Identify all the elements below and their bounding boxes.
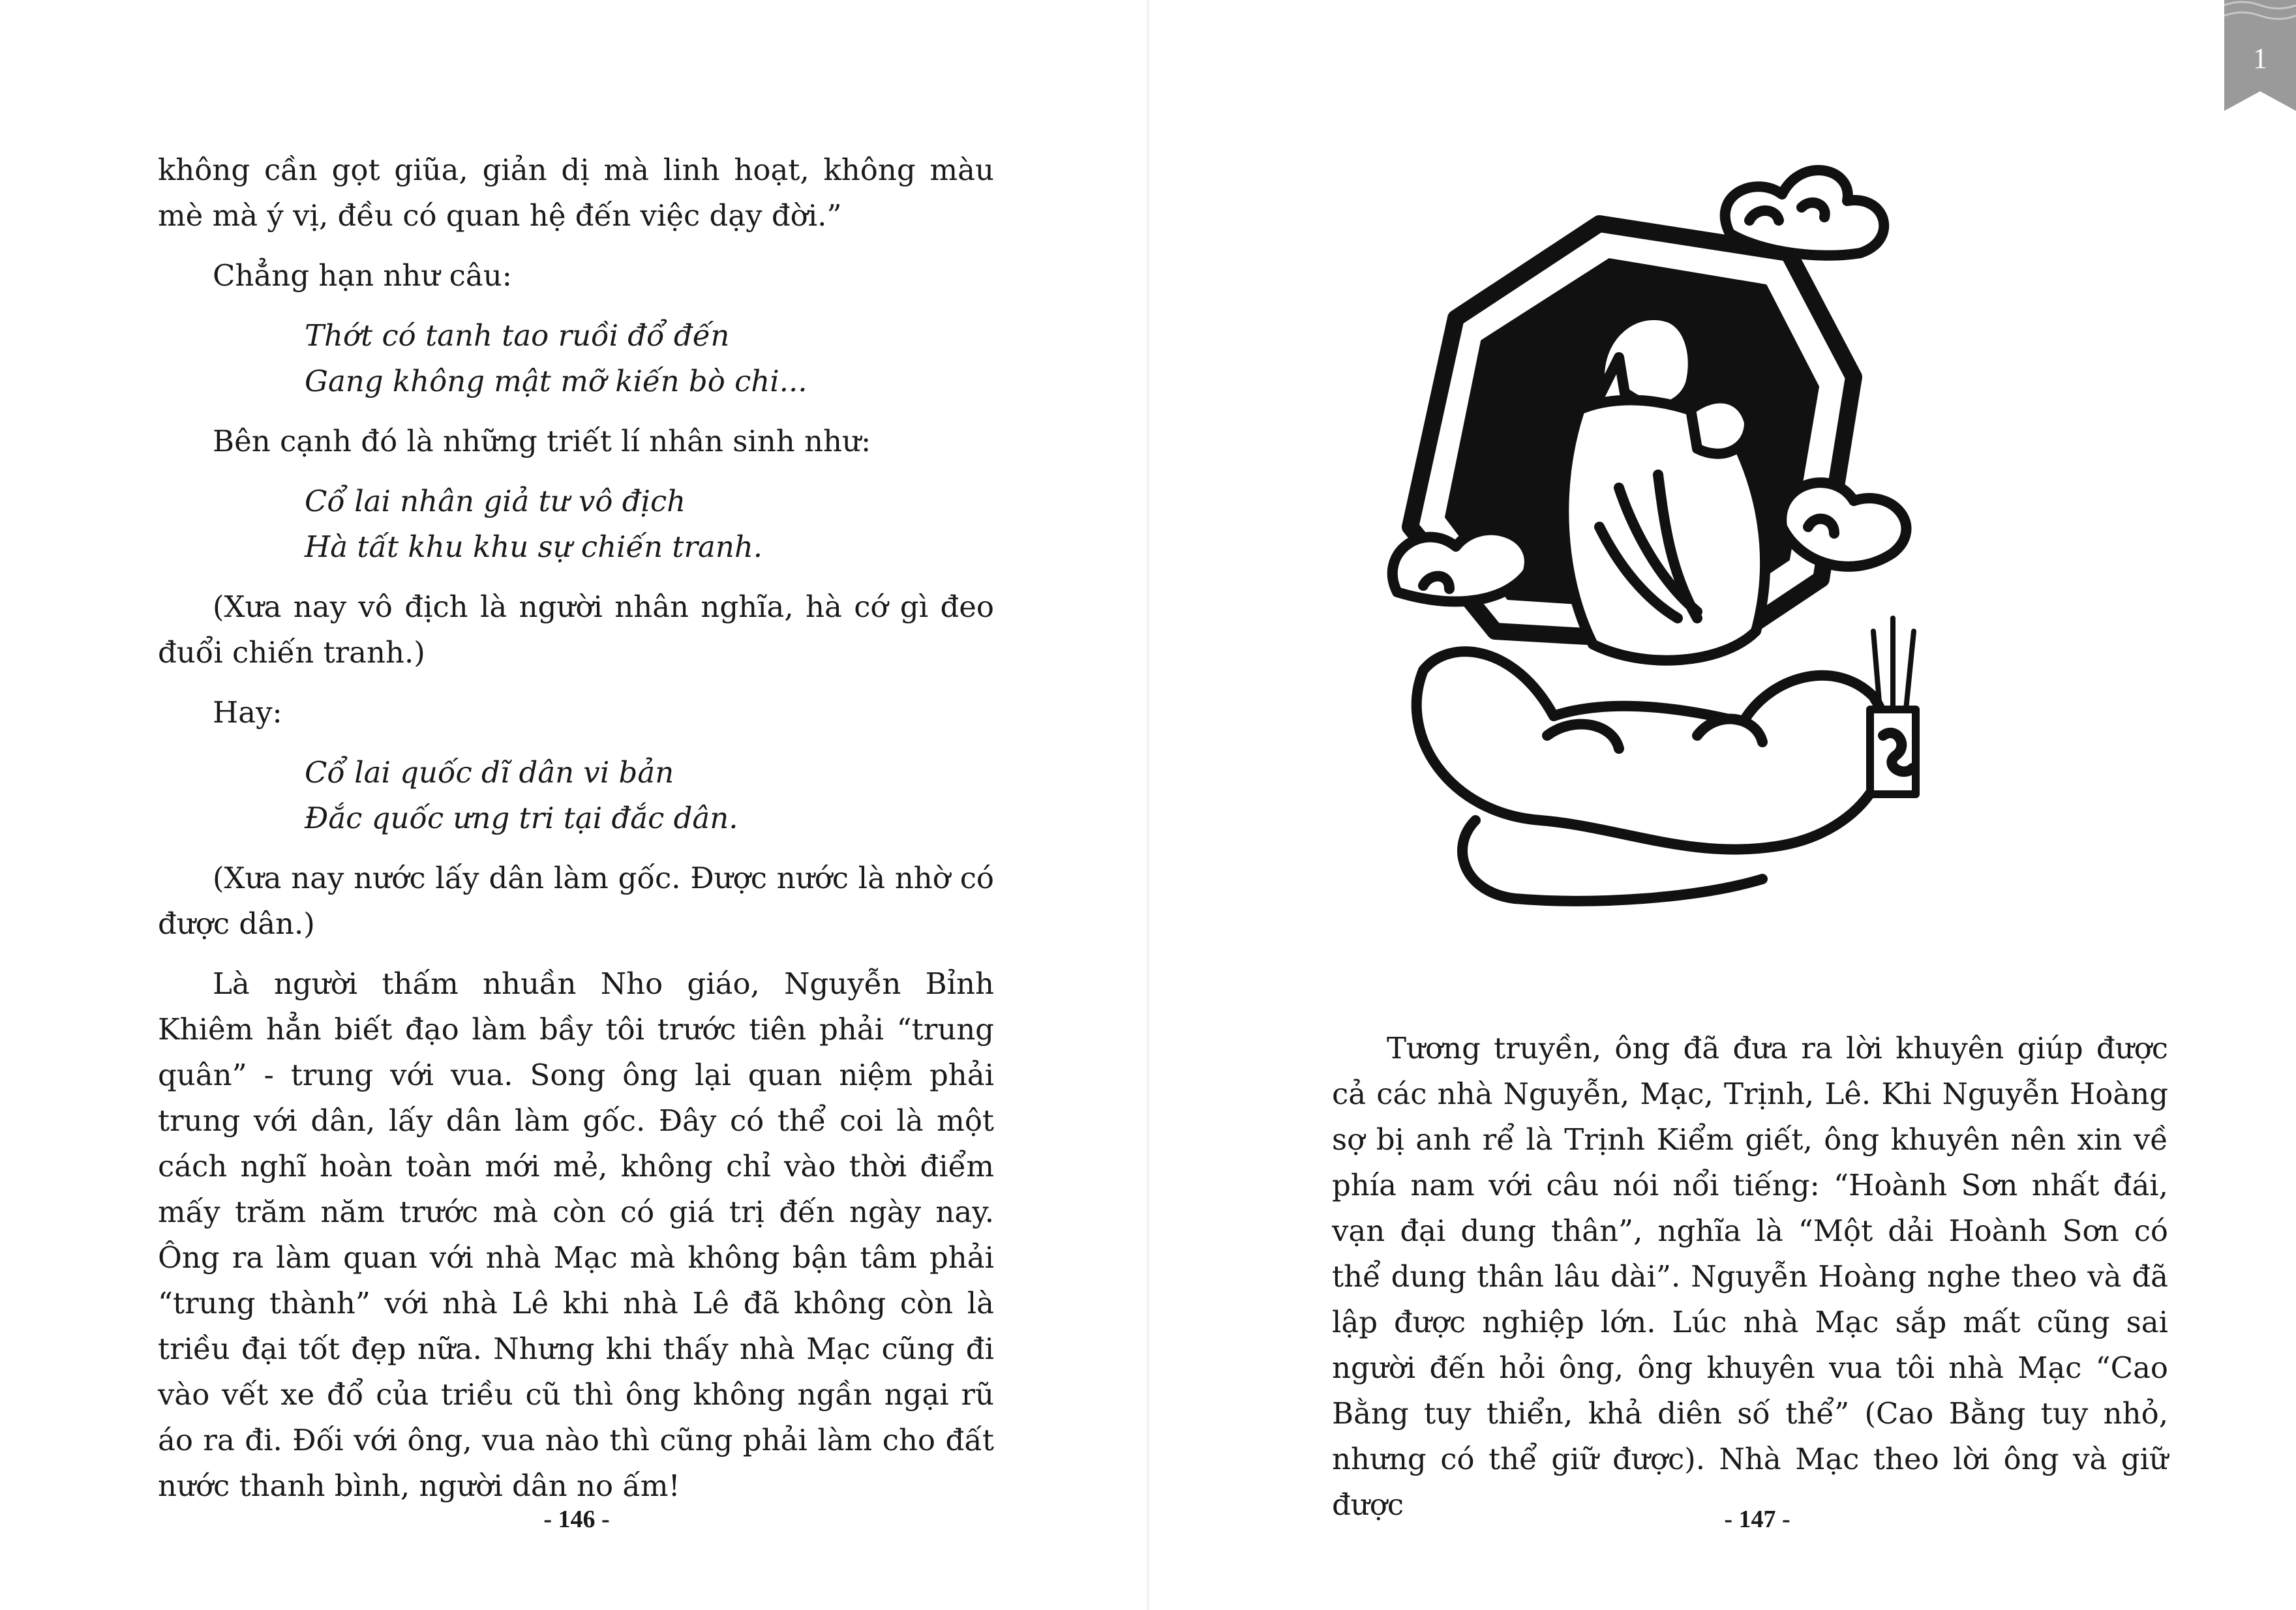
verse-line: Cổ lai quốc dĩ dân vi bản [305, 755, 674, 790]
verse-line: Gang không mật mỡ kiến bò chi... [305, 364, 808, 398]
incense-holder [1870, 618, 1916, 794]
cloud-top [1725, 170, 1884, 256]
chapter-number: 1 [2253, 42, 2267, 74]
cloud-bottom [1417, 651, 1888, 901]
right-page-text [1332, 1026, 2168, 1528]
paragraph: Hay: [213, 695, 282, 730]
page-number: - 146 - [543, 1506, 610, 1533]
paragraph: Bên cạnh đó là những triết lí nhân sinh như: [213, 424, 871, 458]
chapter-tab [2224, 0, 2296, 111]
paragraph: không cần gọt giũa, giản dị mà linh hoạt, không màu mè mà ý vị, đều có quan hệ đến việc dạy đời.” [158, 153, 994, 233]
cloud-left [1393, 530, 1530, 602]
verse-block [158, 313, 994, 404]
verse-line: Cổ lai nhân giả tư vô địch [305, 484, 686, 518]
paragraph: Chẳng hạn như câu: [213, 258, 512, 293]
cloud-right [1781, 483, 1906, 567]
paragraph: Tương truyền, ông đã đưa ra lời khuyên giúp được cả các nhà Nguyễn, Mạc, Trịnh, Lê. Khi Nguyễn Hoàng sợ bị anh rể là Trịnh Kiểm giết, ông khuyên nên xin về phía nam với câu nói nổi tiếng: “Hoành Sơn nhất đái, vạn đại dung thân”, nghĩa là “Một dải Hoành Sơn có thể dung thân lâu dài”. Nguyễn Hoàng nghe theo và đã lập được nghiệp lớn. Lúc nhà Mạc sắp mất cũng sai người đến hỏi ông, ông khuyên vua tôi nhà Mạc “Cao Bằng tuy thiển, khả diên số thể” (Cao Bằng tuy nhỏ, nhưng có thể giữ được). Nhà Mạc theo lời ông và giữ được [1332, 1031, 2168, 1522]
paragraph: (Xưa nay nước lấy dân làm gốc. Được nước là nhờ có được dân.) [158, 861, 994, 941]
page-number: - 147 - [1724, 1506, 1790, 1533]
paragraph: (Xưa nay vô địch là người nhân nghĩa, hà cớ gì đeo đuổi chiến tranh.) [158, 589, 994, 670]
left-page-text [158, 147, 994, 1509]
verse-line: Thớt có tanh tao ruồi đổ đến [305, 318, 730, 353]
verse-block [158, 750, 994, 841]
verse-line: Hà tất khu khu sự chiến tranh. [305, 529, 763, 564]
verse-line: Đắc quốc ưng tri tại đắc dân. [305, 801, 738, 835]
verse-block [158, 479, 994, 570]
sage-on-clouds-illustration [1384, 162, 1958, 919]
right-page [1148, 0, 2296, 1610]
paragraph: Là người thấm nhuần Nho giáo, Nguyễn Bỉnh Khiêm hẳn biết đạo làm bầy tôi trước tiên phải “trung quân” - trung với vua. Song ông lại quan niệm phải trung với dân, lấy dân làm gốc. Đây có thể coi là một cách nghĩ hoàn toàn mới mẻ, không chỉ vào thời điểm mấy trăm năm trước mà còn có giá trị đến ngày nay. Ông ra làm quan với nhà Mạc mà không bận tâm phải “trung thành” với nhà Lê khi nhà Lê đã không còn là triều đại tốt đẹp nữa. Nhưng khi thấy nhà Mạc cũng đi vào vết xe đổ của triều cũ thì ông không ngần ngại rũ áo ra đi. Đối với ông, vua nào thì cũng phải làm cho đất nước thanh bình, người dân no ấm! [158, 966, 994, 1503]
